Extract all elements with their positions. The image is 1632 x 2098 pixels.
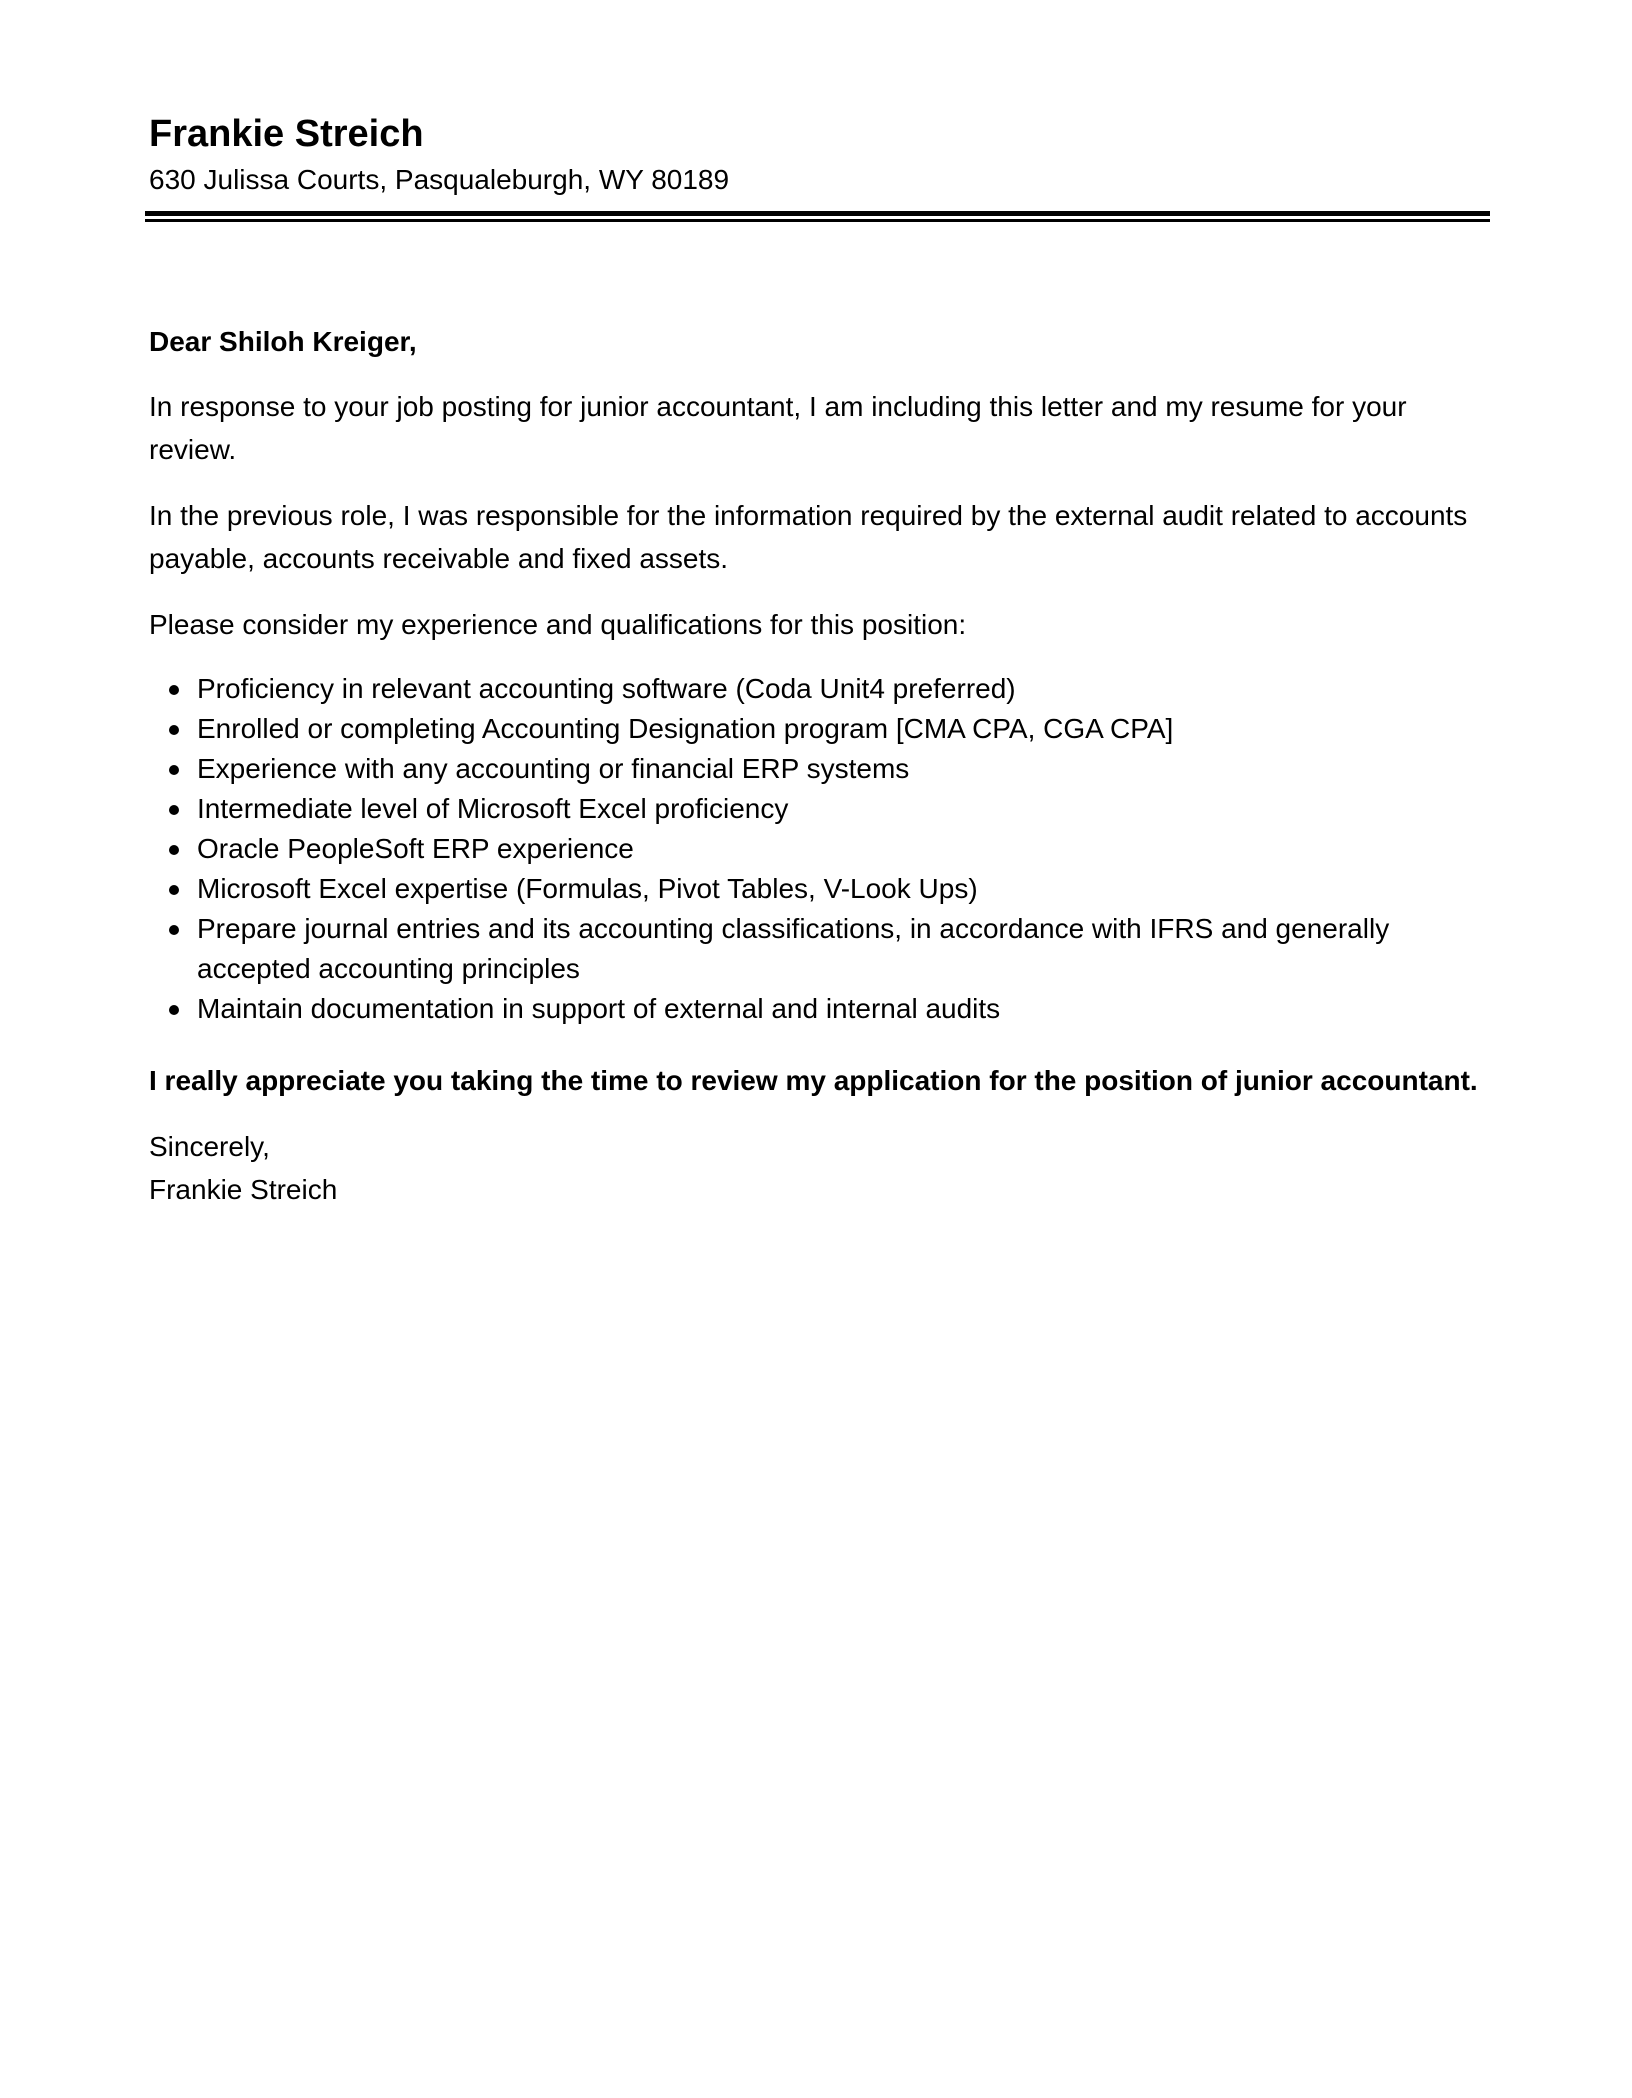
bullet-icon <box>169 845 179 855</box>
sender-address: 630 Julissa Courts, Pasqualeburgh, WY 80189 <box>149 164 730 195</box>
intro-paragraph: In response to your job posting for junior accountant, I am including this letter and my resume for your review. <box>149 391 1407 465</box>
salutation: Dear Shiloh Kreiger, <box>149 326 417 357</box>
list-item <box>197 749 1489 789</box>
experience-paragraph: In the previous role, I was responsible for the information required by the external audit related to accounts payable, accounts receivable and fixed assets. <box>149 500 1468 574</box>
list-item <box>197 829 1489 869</box>
bullet-icon <box>169 685 179 695</box>
bullet-icon <box>169 925 179 935</box>
bullet-icon <box>169 805 179 815</box>
list-item-text: Maintain documentation in support of external and internal audits <box>197 993 1001 1024</box>
list-item <box>197 869 1489 909</box>
list-item-text: Prepare journal entries and its accounting classifications, in accordance with IFRS and generally accepted accounting principles <box>197 913 1390 984</box>
list-item-text: Enrolled or completing Accounting Designation program [CMA CPA, CGA CPA] <box>197 713 1174 744</box>
sender-name: Frankie Streich <box>149 113 424 155</box>
list-item-text: Experience with any accounting or financial ERP systems <box>197 753 910 784</box>
header-divider-thin <box>145 219 1490 222</box>
closing-statement: I really appreciate you taking the time to review my application for the position of junior accountant. <box>149 1065 1478 1096</box>
list-item-text: Oracle PeopleSoft ERP experience <box>197 833 634 864</box>
bullet-icon <box>169 1005 179 1015</box>
list-item <box>197 909 1489 989</box>
list-item <box>197 989 1489 1029</box>
qualifications-list <box>149 669 1489 1029</box>
list-item <box>197 709 1489 749</box>
list-item-text: Microsoft Excel expertise (Formulas, Pivot Tables, V-Look Ups) <box>197 873 978 904</box>
bullet-icon <box>169 725 179 735</box>
signature-name: Frankie Streich <box>149 1174 338 1205</box>
letter-header <box>149 108 1489 200</box>
signoff: Sincerely, <box>149 1131 270 1162</box>
list-item <box>197 789 1489 829</box>
list-item-text: Intermediate level of Microsoft Excel proficiency <box>197 793 789 824</box>
letter-body <box>149 320 1489 1211</box>
bullet-icon <box>169 885 179 895</box>
header-divider-thick <box>145 211 1490 216</box>
list-item-text: Proficiency in relevant accounting software (Coda Unit4 preferred) <box>197 673 1016 704</box>
list-item <box>197 669 1489 709</box>
qualifications-intro: Please consider my experience and qualifications for this position: <box>149 609 967 640</box>
bullet-icon <box>169 765 179 775</box>
